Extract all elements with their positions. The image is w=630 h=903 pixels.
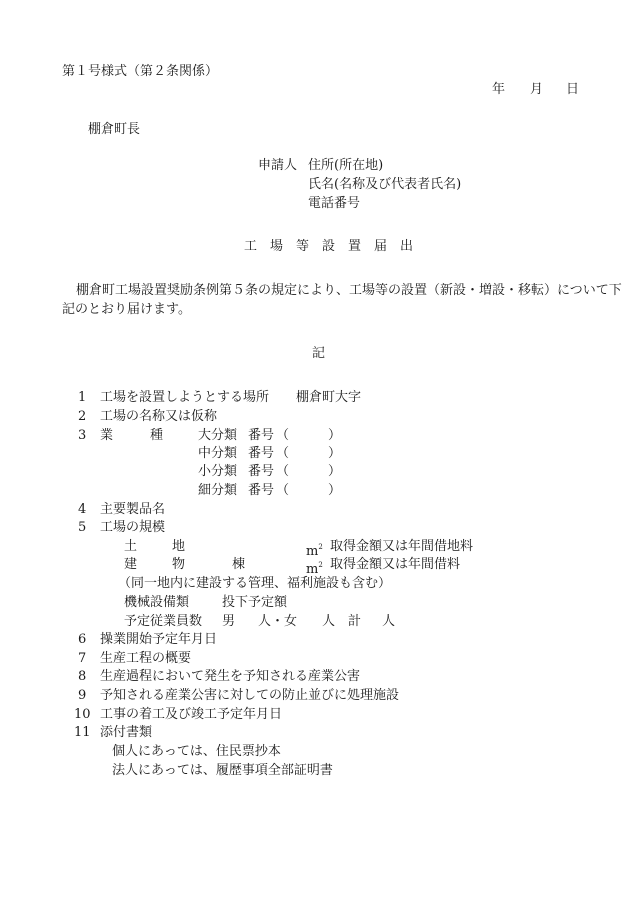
attachment-individual: 個人にあっては、住民票抄本: [112, 744, 281, 759]
class-row-close-paren: ）: [328, 428, 342, 443]
building-unit: $m^2$: [306, 561, 323, 577]
item-8-label: 生産過程において発生を予知される産業公害: [100, 669, 361, 684]
building-note: 取得金額又は年間借料: [330, 557, 461, 572]
item-6-number: 6: [78, 632, 87, 647]
body-text-line2: 記のとおり届けます。: [62, 302, 191, 317]
applicant-name: 氏名(名称及び代表者氏名): [308, 177, 462, 192]
applicant-label: 申請人: [258, 158, 298, 173]
item-1-label: 工場を設置しようとする場所: [100, 390, 270, 405]
employees-male: 男: [222, 614, 236, 629]
addressee: 棚倉町長: [88, 122, 141, 137]
employees-label: 予定従業員数: [124, 614, 203, 629]
date-year-label: 年: [492, 82, 506, 97]
building-label-a: 建: [124, 557, 138, 572]
item-5-label: 工場の規模: [100, 520, 166, 535]
building-count-unit: 棟: [232, 557, 246, 572]
land-note: 取得金額又は年間借地料: [330, 539, 474, 554]
applicant-phone: 電話番号: [308, 196, 361, 211]
item-1-number: 1: [78, 390, 87, 405]
item-1-value: 棚倉町大字: [296, 390, 362, 405]
class-row-number-label: 番号: [248, 446, 275, 461]
item-6-label: 操業開始予定年月日: [100, 632, 218, 647]
item-4-number: 4: [78, 502, 87, 517]
equipment-label: 機械設備類: [124, 595, 190, 610]
item-10-label: 工事の着工及び竣工予定年月日: [100, 707, 283, 722]
item-2-label: 工場の名称又は仮称: [100, 409, 218, 424]
class-row-open-paren: （: [276, 446, 290, 461]
body-text-line1: 棚倉町工場設置奨励条例第５条の規定により、工場等の設置（新設・増設・移転）について下: [76, 283, 622, 298]
item-2-number: 2: [78, 409, 87, 424]
building-label-b: 物: [172, 557, 186, 572]
class-row-number-label: 番号: [248, 483, 275, 498]
date-month-label: 月: [530, 82, 544, 97]
class-row-close-paren: ）: [328, 464, 342, 479]
item-3-number: 3: [78, 428, 87, 443]
item-9-number: 9: [78, 688, 87, 703]
equipment-note: 投下予定額: [222, 595, 288, 610]
item-5-number: 5: [78, 520, 87, 535]
class-row-close-paren: ）: [328, 483, 342, 498]
item-9-label: 予知される産業公害に対しての防止並びに処理施設: [100, 688, 400, 703]
class-row-label: 大分類: [198, 428, 238, 443]
class-row-close-paren: ）: [328, 446, 342, 461]
item-7-number: 7: [78, 651, 87, 666]
class-row-open-paren: （: [276, 428, 290, 443]
employees-total: 人 計: [322, 614, 362, 629]
facility-note: （同一地内に建設する管理、福利施設も含む）: [118, 576, 392, 591]
item-10-number: 10: [74, 707, 91, 722]
attachment-corporation: 法人にあっては、履歴事項全部証明書: [112, 763, 333, 778]
employees-unit: 人: [382, 614, 396, 629]
land-unit: $m^2$: [306, 543, 323, 559]
land-label-b: 地: [172, 539, 186, 554]
class-row-number-label: 番号: [248, 428, 275, 443]
item-4-label: 主要製品名: [100, 502, 166, 517]
ki-heading: 記: [312, 346, 326, 361]
form-label: 第１号様式（第２条関係）: [62, 64, 219, 79]
item-8-number: 8: [78, 669, 87, 684]
class-row-label: 小分類: [198, 464, 238, 479]
item-3-label-a: 業: [100, 428, 114, 443]
applicant-address: 住所(所在地): [308, 158, 384, 173]
employees-female: 人・女: [258, 614, 298, 629]
date-day-label: 日: [566, 82, 580, 97]
land-label-a: 土: [124, 539, 138, 554]
class-row-open-paren: （: [276, 464, 290, 479]
item-11-label: 添付書類: [100, 725, 153, 740]
class-row-number-label: 番号: [248, 464, 275, 479]
class-row-label: 中分類: [198, 446, 238, 461]
item-11-number: 11: [74, 725, 91, 740]
class-row-label: 細分類: [198, 483, 238, 498]
class-row-open-paren: （: [276, 483, 290, 498]
item-7-label: 生産工程の概要: [100, 651, 192, 666]
page-title: 工 場 等 設 置 届 出: [244, 239, 414, 254]
item-3-label-b: 種: [150, 428, 164, 443]
